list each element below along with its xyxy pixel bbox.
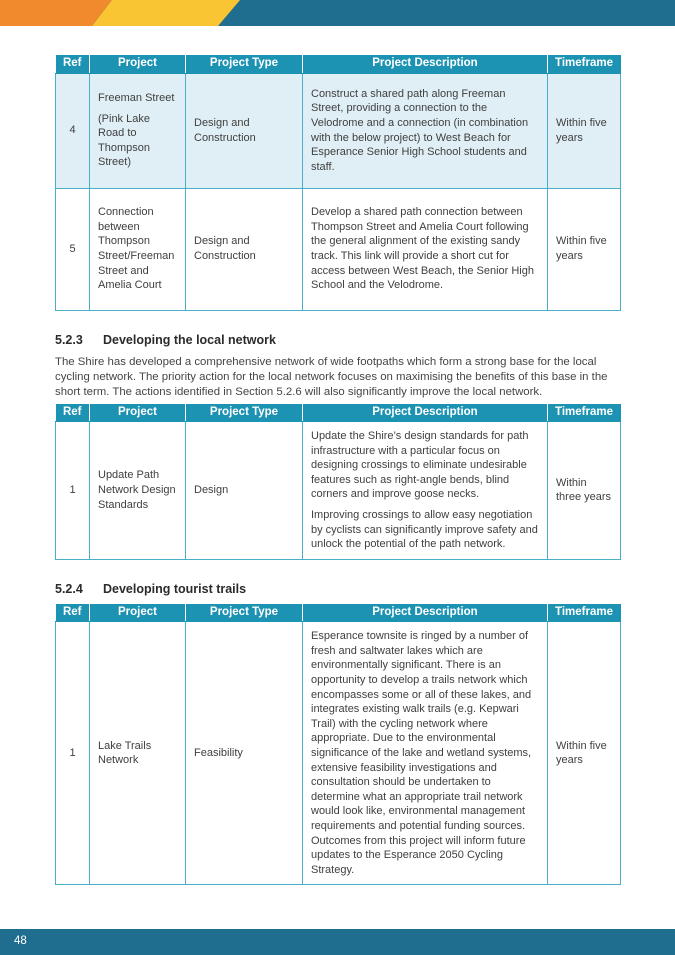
- column-header-timeframe: Timeframe: [548, 55, 621, 73]
- page-footer: [0, 929, 675, 955]
- table-row: [56, 188, 621, 310]
- project-type-cell: Design: [186, 422, 303, 560]
- project-name: Lake Trails Network: [98, 739, 152, 767]
- column-header-description: Project Description: [303, 55, 548, 73]
- timeframe-cell: Within three years: [548, 422, 621, 560]
- description-text: Esperance townsite is ringed by a number of fresh and saltwater lakes which are environmentally significant. There is an opportunity to develop a trails network which encompasses some or all of these lakes, and integrates existing walk trails (e.g. Kepwari Trail) with the cycling network where appropriate. Due to the environmental significance of the lake and wetland systems, extensive feasibility investigations and consultation should be undertaken to determine what an appropriate trail network would look like, environmental management requirements and potential funding sources. Outcomes from this project will inform future updates to the Esperance 2050 Cycling Strategy.: [311, 630, 532, 876]
- section-title: Developing tourist trails: [103, 581, 247, 596]
- timeframe-cell: Within five years: [548, 622, 621, 885]
- description-cell: [303, 188, 548, 310]
- project-name: Freeman Street: [98, 92, 175, 105]
- column-header-project: Project: [90, 55, 186, 73]
- local-network-projects-table: [55, 404, 621, 560]
- page-number: 48: [14, 935, 27, 947]
- project-cell: [90, 73, 186, 188]
- section-number: 5.2.4: [55, 581, 83, 596]
- section-heading-tourist-trails: [55, 582, 620, 596]
- ref-cell: 1: [56, 622, 90, 885]
- column-header-timeframe: Timeframe: [548, 404, 621, 422]
- tourist-trails-projects-table: [55, 604, 621, 886]
- table-header-row: [56, 404, 621, 422]
- timeframe-cell: Within five years: [548, 188, 621, 310]
- section-heading-local-network: [55, 333, 620, 347]
- project-name-detail: (Pink Lake Road to Thompson Street): [98, 112, 150, 169]
- column-header-project: Project: [90, 404, 186, 422]
- description-text: Update the Shire’s design standards for path infrastructure with a particular focus on designing crossings to eliminate undesirable features such as right-angle bends, blind corners and improve goose necks.: [311, 430, 529, 501]
- column-header-ref: Ref: [56, 404, 90, 422]
- table-row: [56, 622, 621, 885]
- section-paragraph: The Shire has developed a comprehensive network of wide footpaths which form a strong base for the local cycling network. The priority action for the local network focuses on maximising the benefits of this base in the short term. The actions identified in Section 5.2.6 will also significantly improve the local network.: [55, 355, 608, 398]
- column-header-project-type: Project Type: [186, 404, 303, 422]
- column-header-project-type: Project Type: [186, 55, 303, 73]
- column-header-description: Project Description: [303, 604, 548, 622]
- column-header-project-type: Project Type: [186, 604, 303, 622]
- project-cell: [90, 622, 186, 885]
- page-content: [55, 55, 620, 885]
- project-type-cell: Design and Construction: [186, 73, 303, 188]
- header-decoration-band: [0, 0, 675, 26]
- ref-cell: 4: [56, 73, 90, 188]
- column-header-description: Project Description: [303, 404, 548, 422]
- freeman-street-projects-table: [55, 55, 621, 311]
- project-name: Connection between Thompson Street/Freeman Street and Amelia Court: [98, 206, 175, 292]
- description-text: Develop a shared path connection between Thompson Street and Amelia Court following the general alignment of the existing sandy track. This link will provide a short cut for access between West Beach, the Senior High School and the Velodrome.: [311, 206, 534, 292]
- table-row: [56, 73, 621, 188]
- description-text: Construct a shared path along Freeman Street, providing a connection to the Velodrome and a connection (in combination with the below project) to West Beach for Esperance Senior High School students and staff.: [311, 87, 529, 173]
- project-type-cell: Feasibility: [186, 622, 303, 885]
- timeframe-cell: Within five years: [548, 73, 621, 188]
- section-title: Developing the local network: [103, 332, 276, 347]
- project-name: Update Path Network Design Standards: [98, 469, 176, 511]
- description-cell: [303, 73, 548, 188]
- description-text: Improving crossings to allow easy negotiation by cyclists can significantly improve safety and unlock the potential of the path network.: [311, 508, 538, 551]
- ref-cell: 1: [56, 422, 90, 560]
- table-header-row: [56, 604, 621, 622]
- project-cell: [90, 422, 186, 560]
- ref-cell: 5: [56, 188, 90, 310]
- column-header-timeframe: Timeframe: [548, 604, 621, 622]
- column-header-project: Project: [90, 604, 186, 622]
- table-row: [56, 422, 621, 560]
- project-cell: [90, 188, 186, 310]
- column-header-ref: Ref: [56, 55, 90, 73]
- section-number: 5.2.3: [55, 332, 83, 347]
- description-cell: [303, 422, 548, 560]
- column-header-ref: Ref: [56, 604, 90, 622]
- project-type-cell: Design and Construction: [186, 188, 303, 310]
- description-cell: [303, 622, 548, 885]
- table-header-row: [56, 55, 621, 73]
